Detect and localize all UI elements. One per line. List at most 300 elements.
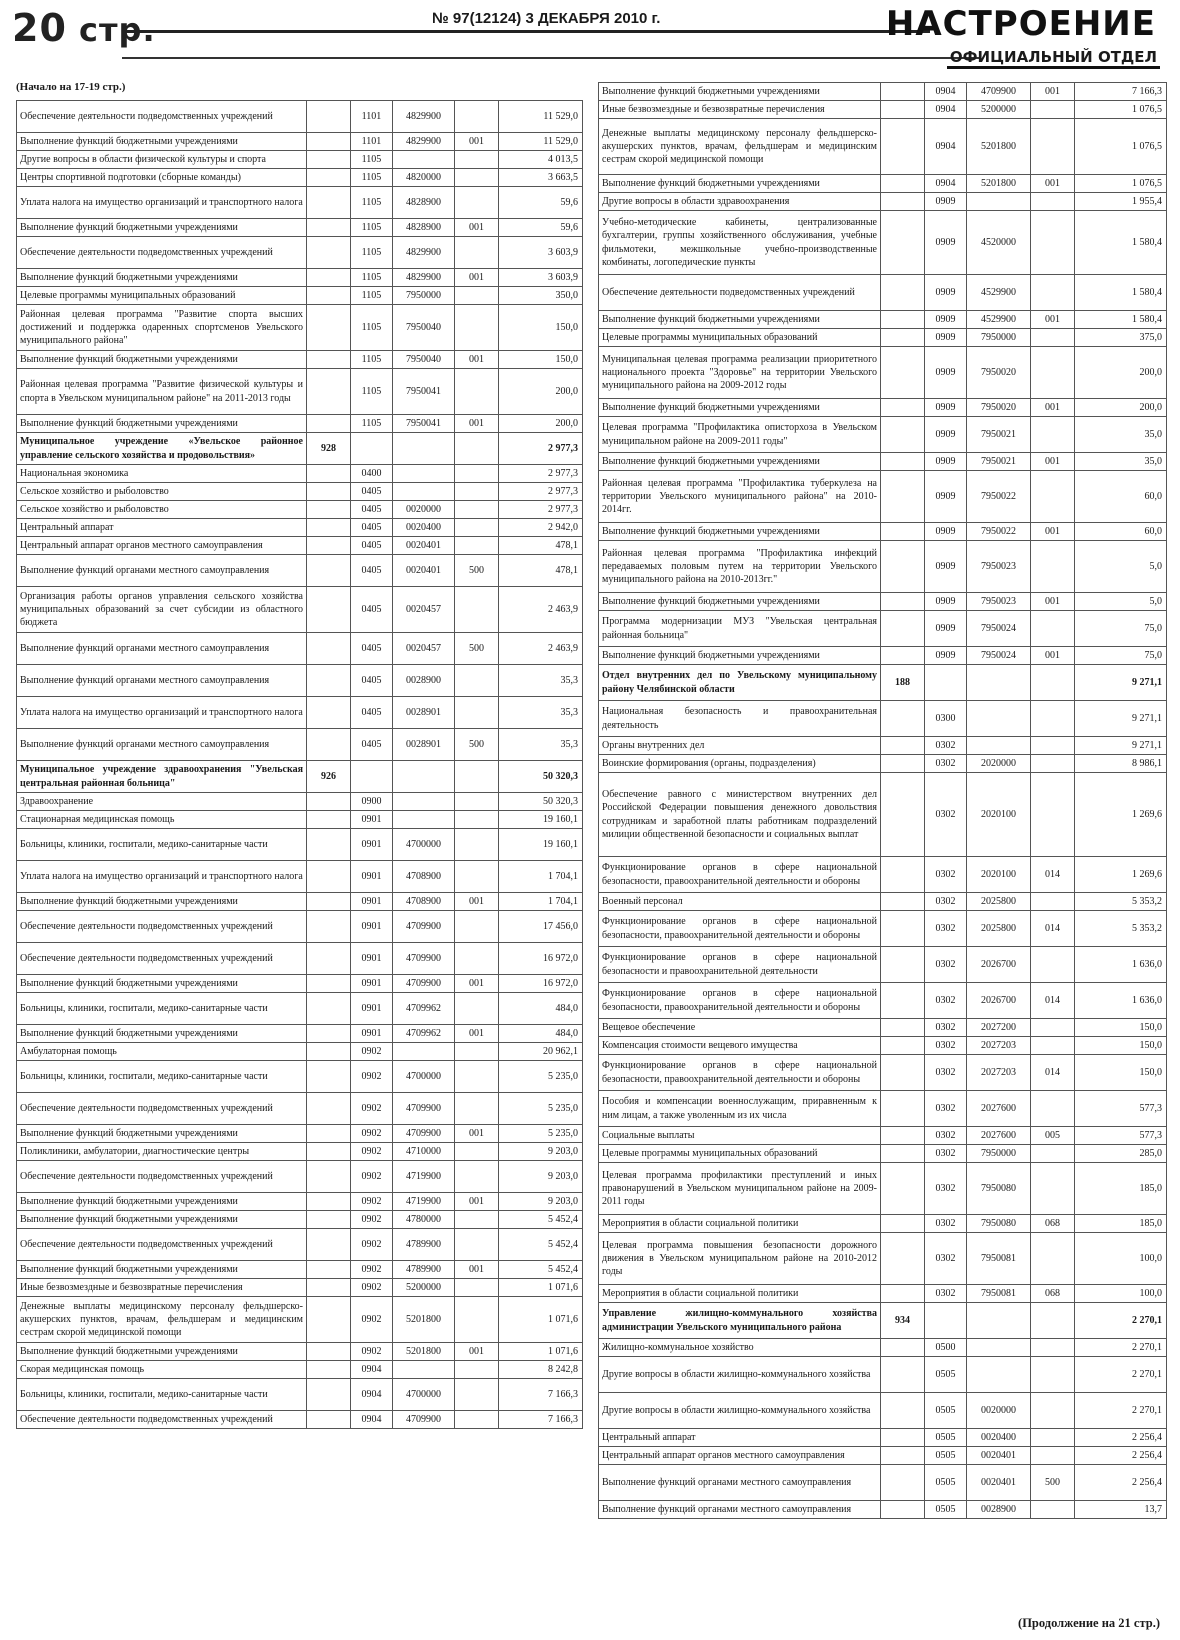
expense-type-cell: 001 [1031,647,1075,665]
admin-code-cell [307,269,351,287]
expense-type-cell [455,537,499,555]
amount-cell: 150,0 [499,351,583,369]
table-row [17,151,583,169]
section-code-cell: 0904 [351,1379,393,1411]
table-row [599,1303,1167,1339]
expense-type-cell: 001 [455,893,499,911]
target-article-cell: 4780000 [393,1211,455,1229]
row-name-cell: Воинские формирования (органы, подразделения) [599,755,881,773]
expense-type-cell [1031,1145,1075,1163]
target-article-cell: 4719900 [393,1161,455,1193]
expense-type-cell [1031,1339,1075,1357]
admin-code-cell: 934 [881,1303,925,1339]
amount-cell: 9 203,0 [499,1143,583,1161]
section-code-cell: 0904 [351,1361,393,1379]
row-name-cell: Жилищно-коммунальное хозяйство [599,1339,881,1357]
target-article-cell: 2025800 [967,911,1031,947]
row-name-cell: Центральный аппарат органов местного самоуправления [599,1447,881,1465]
target-article-cell: 0028900 [393,665,455,697]
expense-type-cell: 068 [1031,1215,1075,1233]
admin-code-cell [881,119,925,175]
section-code-cell: 0904 [925,175,967,193]
expense-type-cell [455,943,499,975]
section-code-cell: 0902 [351,1043,393,1061]
target-article-cell: 7950000 [967,329,1031,347]
row-name-cell: Выполнение функций бюджетными учреждениями [17,1343,307,1361]
expense-type-cell [1031,1163,1075,1215]
row-name-cell: Выполнение функций бюджетными учреждениями [17,219,307,237]
section-code-cell: 0302 [925,737,967,755]
admin-code-cell [881,1233,925,1285]
admin-code-cell [307,861,351,893]
row-name-cell: Обеспечение деятельности подведомственных учреждений [17,1093,307,1125]
target-article-cell: 4520000 [967,211,1031,275]
target-article-cell [967,193,1031,211]
admin-code-cell [881,1501,925,1519]
amount-cell: 2 977,3 [499,465,583,483]
row-name-cell: Больницы, клиники, госпитали, медико-санитарные части [17,993,307,1025]
table-row [17,305,583,351]
table-row [17,793,583,811]
admin-code-cell [881,399,925,417]
admin-code-cell [307,187,351,219]
expense-type-cell [1031,755,1075,773]
admin-code-cell [881,1447,925,1465]
row-name-cell: Центральный аппарат [17,519,307,537]
expense-type-cell [455,1161,499,1193]
row-name-cell: Выполнение функций органами местного самоуправления [17,665,307,697]
amount-cell: 185,0 [1075,1215,1167,1233]
amount-cell: 200,0 [499,415,583,433]
amount-cell: 11 529,0 [499,133,583,151]
table-row [17,237,583,269]
target-article-cell [393,811,455,829]
table-row [17,1361,583,1379]
expense-type-cell [1031,211,1075,275]
expense-type-cell: 001 [455,1125,499,1143]
table-row [599,893,1167,911]
target-article-cell: 5200000 [967,101,1031,119]
admin-code-cell [881,471,925,523]
admin-code-cell [307,1411,351,1429]
row-name-cell: Поликлиники, амбулатории, диагностические центры [17,1143,307,1161]
expense-type-cell: 001 [455,1261,499,1279]
table-row [17,665,583,697]
expense-type-cell [1031,701,1075,737]
target-article-cell: 5200000 [393,1279,455,1297]
section-code-cell: 0902 [351,1061,393,1093]
expense-type-cell: 014 [1031,857,1075,893]
section-code-cell: 0505 [925,1447,967,1465]
row-name-cell: Уплата налога на имущество организаций и транспортного налога [17,697,307,729]
section-code-cell: 1105 [351,151,393,169]
row-name-cell: Выполнение функций бюджетными учреждениями [17,415,307,433]
table-row [599,1501,1167,1519]
admin-code-cell [307,1161,351,1193]
row-name-cell: Выполнение функций бюджетными учреждениями [17,1261,307,1279]
admin-code-cell [307,1061,351,1093]
target-article-cell: 2025800 [967,893,1031,911]
row-name-cell: Учебно-методические кабинеты, централизованные бухгалтерии, группы хозяйственного обслуживания, учебные фильмотеки, межшкольные учебно-производственные комбинаты, логопедические пункты [599,211,881,275]
amount-cell: 3 663,5 [499,169,583,187]
amount-cell: 5 452,4 [499,1261,583,1279]
amount-cell: 2 463,9 [499,587,583,633]
amount-cell: 1 704,1 [499,893,583,911]
amount-cell: 17 456,0 [499,911,583,943]
section-code-cell: 0405 [351,537,393,555]
section-code-cell: 0405 [351,633,393,665]
admin-code-cell [307,1279,351,1297]
issue-info: № 97(12124) 3 ДЕКАБРЯ 2010 г. [432,10,661,27]
admin-code-cell [881,647,925,665]
admin-code-cell [307,1025,351,1043]
target-article-cell: 7950022 [967,523,1031,541]
expense-type-cell: 001 [1031,399,1075,417]
target-article-cell: 4709900 [393,943,455,975]
page-number-value: 20 [12,6,67,50]
table-row [599,523,1167,541]
amount-cell: 2 463,9 [499,633,583,665]
target-article-cell: 5201800 [967,119,1031,175]
expense-type-cell [455,101,499,133]
section-code-cell [925,1303,967,1339]
page-header [0,0,1180,80]
target-article-cell: 4700000 [393,1379,455,1411]
expense-type-cell [1031,541,1075,593]
target-article-cell: 4529900 [967,275,1031,311]
table-row [17,465,583,483]
section-code-cell: 0302 [925,773,967,857]
expense-type-cell: 500 [455,729,499,761]
section-code-cell: 1101 [351,133,393,151]
table-row [17,483,583,501]
row-name-cell: Здравоохранение [17,793,307,811]
admin-code-cell [307,911,351,943]
row-name-cell: Национальная экономика [17,465,307,483]
section-code-cell: 1105 [351,351,393,369]
row-name-cell: Другие вопросы в области жилищно-коммунального хозяйства [599,1393,881,1429]
admin-code-cell [307,1093,351,1125]
row-name-cell: Обеспечение деятельности подведомственных учреждений [17,101,307,133]
expense-type-cell: 014 [1031,1055,1075,1091]
amount-cell: 200,0 [499,369,583,415]
section-code-cell [351,433,393,465]
expense-type-cell [1031,193,1075,211]
expense-type-cell: 001 [455,975,499,993]
section-code-cell: 0909 [925,193,967,211]
row-name-cell: Денежные выплаты медицинскому персоналу фельдшерско-акушерских пунктов, врачам, фельдшерам и медицинским сестрам скорой медицинской помощи [599,119,881,175]
target-article-cell: 2020100 [967,857,1031,893]
table-row [599,1447,1167,1465]
expense-type-cell [1031,1393,1075,1429]
row-name-cell: Обеспечение деятельности подведомственных учреждений [17,911,307,943]
table-row [599,1465,1167,1501]
amount-cell: 1 071,6 [499,1279,583,1297]
expense-type-cell: 068 [1031,1285,1075,1303]
row-name-cell: Центральный аппарат органов местного самоуправления [17,537,307,555]
amount-cell: 1 269,6 [1075,773,1167,857]
row-name-cell: Муниципальная целевая программа реализации приоритетного национального проекта "Здоровье" на территории Увельского муниципального района на 2009-2012 годы [599,347,881,399]
admin-code-cell [307,1211,351,1229]
newspaper-brand: НАСТРОЕНИЕ [885,4,1156,44]
row-name-cell: Целевая программа повышения безопасности дорожного движения в Увельском муниципальном районе на 2010-2012 годы [599,1233,881,1285]
expense-type-cell [1031,1447,1075,1465]
expense-type-cell [455,1361,499,1379]
table-row [17,1229,583,1261]
row-name-cell: Функционирование органов в сфере национальной безопасности, правоохранительной деятельности и обороны [599,857,881,893]
section-code-cell: 0909 [925,453,967,471]
admin-code-cell [881,1339,925,1357]
expense-type-cell [455,697,499,729]
admin-code-cell [307,483,351,501]
expense-type-cell: 001 [1031,311,1075,329]
row-name-cell: Выполнение функций бюджетными учреждениями [599,523,881,541]
row-name-cell: Программа модернизации МУЗ "Увельская центральная районная больница" [599,611,881,647]
expense-type-cell [1031,947,1075,983]
expense-type-cell [1031,1357,1075,1393]
row-name-cell: Вещевое обеспечение [599,1019,881,1037]
expense-type-cell [1031,101,1075,119]
row-name-cell: Управление жилищно-коммунального хозяйства администрации Увельского муниципального района [599,1303,881,1339]
row-name-cell: Центральный аппарат [599,1429,881,1447]
section-title: ОФИЦИАЛЬНЫЙ ОТДЕЛ [947,48,1160,69]
expense-type-cell: 500 [455,633,499,665]
admin-code-cell [881,1055,925,1091]
table-row [17,811,583,829]
expense-type-cell [455,587,499,633]
section-code-cell: 1105 [351,219,393,237]
target-article-cell [393,151,455,169]
table-row [17,369,583,415]
expense-type-cell [455,1411,499,1429]
table-row [17,1143,583,1161]
admin-code-cell [307,465,351,483]
expense-type-cell: 014 [1031,911,1075,947]
target-article-cell: 7950024 [967,647,1031,665]
table-row [17,1261,583,1279]
table-row [17,893,583,911]
admin-code-cell [881,453,925,471]
section-code-cell: 1105 [351,305,393,351]
section-code-cell: 0405 [351,729,393,761]
table-row [17,101,583,133]
target-article-cell [393,483,455,501]
table-row [17,537,583,555]
amount-cell: 1 076,5 [1075,101,1167,119]
admin-code-cell [881,1393,925,1429]
row-name-cell: Уплата налога на имущество организаций и транспортного налога [17,187,307,219]
target-article-cell: 4828900 [393,187,455,219]
admin-code-cell [881,593,925,611]
amount-cell: 2 270,1 [1075,1339,1167,1357]
amount-cell: 1 636,0 [1075,983,1167,1019]
amount-cell: 3 603,9 [499,237,583,269]
section-code-cell: 0302 [925,947,967,983]
admin-code-cell [307,305,351,351]
amount-cell: 2 256,4 [1075,1429,1167,1447]
amount-cell: 9 271,1 [1075,737,1167,755]
expense-type-cell [455,1229,499,1261]
row-name-cell: Выполнение функций органами местного самоуправления [17,729,307,761]
target-article-cell: 4789900 [393,1261,455,1279]
target-article-cell: 2027600 [967,1091,1031,1127]
expense-type-cell: 001 [455,269,499,287]
row-name-cell: Амбулаторная помощь [17,1043,307,1061]
expense-type-cell [455,911,499,943]
table-row [17,1025,583,1043]
amount-cell: 35,3 [499,665,583,697]
amount-cell: 5,0 [1075,541,1167,593]
target-article-cell: 4829900 [393,133,455,151]
amount-cell: 5 452,4 [499,1229,583,1261]
section-code-cell: 0909 [925,211,967,275]
admin-code-cell [307,1193,351,1211]
section-code-cell: 1105 [351,269,393,287]
budget-table-right [598,82,1167,1519]
table-row [599,983,1167,1019]
section-code-cell: 0405 [351,483,393,501]
admin-code-cell [881,101,925,119]
section-code-cell: 0900 [351,793,393,811]
table-row [17,269,583,287]
expense-type-cell [1031,329,1075,347]
row-name-cell: Целевые программы муниципальных образований [599,329,881,347]
section-code-cell: 0902 [351,1261,393,1279]
page-word: стр. [79,11,156,49]
section-code-cell: 0302 [925,893,967,911]
row-name-cell: Компенсация стоимости вещевого имущества [599,1037,881,1055]
admin-code-cell: 188 [881,665,925,701]
target-article-cell: 7950020 [967,347,1031,399]
table-row [17,761,583,793]
section-code-cell: 0902 [351,1193,393,1211]
target-article-cell: 7950000 [967,1145,1031,1163]
target-article-cell [393,465,455,483]
admin-code-cell [307,729,351,761]
amount-cell: 2 270,1 [1075,1393,1167,1429]
amount-cell: 375,0 [1075,329,1167,347]
amount-cell: 5 452,4 [499,1211,583,1229]
row-name-cell: Больницы, клиники, госпитали, медико-санитарные части [17,1061,307,1093]
table-row [17,287,583,305]
expense-type-cell [455,665,499,697]
amount-cell: 35,0 [1075,453,1167,471]
table-row [599,647,1167,665]
section-code-cell: 0909 [925,347,967,399]
table-row [599,773,1167,857]
row-name-cell: Центры спортивной подготовки (сборные команды) [17,169,307,187]
section-code-cell [925,665,967,701]
row-name-cell: Денежные выплаты медицинскому персоналу фельдшерско-акушерских пунктов, врачам, фельдшерам и медицинским сестрам скорой медицинской помощи [17,1297,307,1343]
section-code-cell: 0902 [351,1143,393,1161]
amount-cell: 2 977,3 [499,501,583,519]
target-article-cell: 0020401 [393,537,455,555]
amount-cell: 5 235,0 [499,1125,583,1143]
amount-cell: 8 986,1 [1075,755,1167,773]
admin-code-cell [307,519,351,537]
target-article-cell [967,737,1031,755]
target-article-cell: 4829900 [393,237,455,269]
target-article-cell: 4708900 [393,861,455,893]
target-article-cell: 0028900 [967,1501,1031,1519]
section-code-cell: 0302 [925,983,967,1019]
table-row [599,1215,1167,1233]
table-row [599,211,1167,275]
admin-code-cell [307,811,351,829]
section-code-cell: 0405 [351,665,393,697]
admin-code-cell [307,829,351,861]
section-code-cell: 0902 [351,1229,393,1261]
section-code-cell: 0505 [925,1357,967,1393]
section-code-cell: 0909 [925,471,967,523]
section-code-cell: 0302 [925,1285,967,1303]
row-name-cell: Другие вопросы в области жилищно-коммунального хозяйства [599,1357,881,1393]
amount-cell: 7 166,3 [1075,83,1167,101]
admin-code-cell [307,101,351,133]
section-code-cell: 0902 [351,1211,393,1229]
admin-code-cell [307,665,351,697]
amount-cell: 35,0 [1075,417,1167,453]
amount-cell: 8 242,8 [499,1361,583,1379]
admin-code-cell [307,697,351,729]
amount-cell: 3 603,9 [499,269,583,287]
target-article-cell [967,701,1031,737]
table-row [17,501,583,519]
amount-cell: 1 955,4 [1075,193,1167,211]
table-row [17,187,583,219]
table-row [17,219,583,237]
section-code-cell: 0909 [925,311,967,329]
row-name-cell: Выполнение функций бюджетными учреждениями [599,647,881,665]
admin-code-cell [881,1215,925,1233]
section-code-cell: 1105 [351,287,393,305]
table-row [17,1043,583,1061]
section-code-cell: 0302 [925,1163,967,1215]
row-name-cell: Иные безвозмездные и безвозвратные перечисления [599,101,881,119]
expense-type-cell [1031,417,1075,453]
admin-code-cell [307,169,351,187]
table-row [17,169,583,187]
expense-type-cell [1031,1019,1075,1037]
amount-cell: 5 235,0 [499,1093,583,1125]
table-row [599,1357,1167,1393]
row-name-cell: Районная целевая программа "Профилактика туберкулеза на территории Увельского муниципального района" на 2010-2014гг. [599,471,881,523]
section-code-cell: 0302 [925,911,967,947]
header-rule [122,30,930,33]
target-article-cell: 4700000 [393,1061,455,1093]
expense-type-cell [455,1379,499,1411]
admin-code-cell [881,611,925,647]
amount-cell: 9 271,1 [1075,701,1167,737]
table-row [17,633,583,665]
target-article-cell [393,1361,455,1379]
admin-code-cell [307,537,351,555]
expense-type-cell [455,369,499,415]
table-row [17,519,583,537]
section-code-cell: 0901 [351,943,393,975]
admin-code-cell [307,501,351,519]
table-row [17,1379,583,1411]
expense-type-cell [1031,1233,1075,1285]
section-code-cell: 0505 [925,1501,967,1519]
row-name-cell: Больницы, клиники, госпитали, медико-санитарные части [17,1379,307,1411]
table-row [17,697,583,729]
row-name-cell: Выполнение функций бюджетными учреждениями [599,399,881,417]
section-code-cell: 0405 [351,697,393,729]
table-row [17,555,583,587]
target-article-cell: 7950000 [393,287,455,305]
admin-code-cell [881,1429,925,1447]
